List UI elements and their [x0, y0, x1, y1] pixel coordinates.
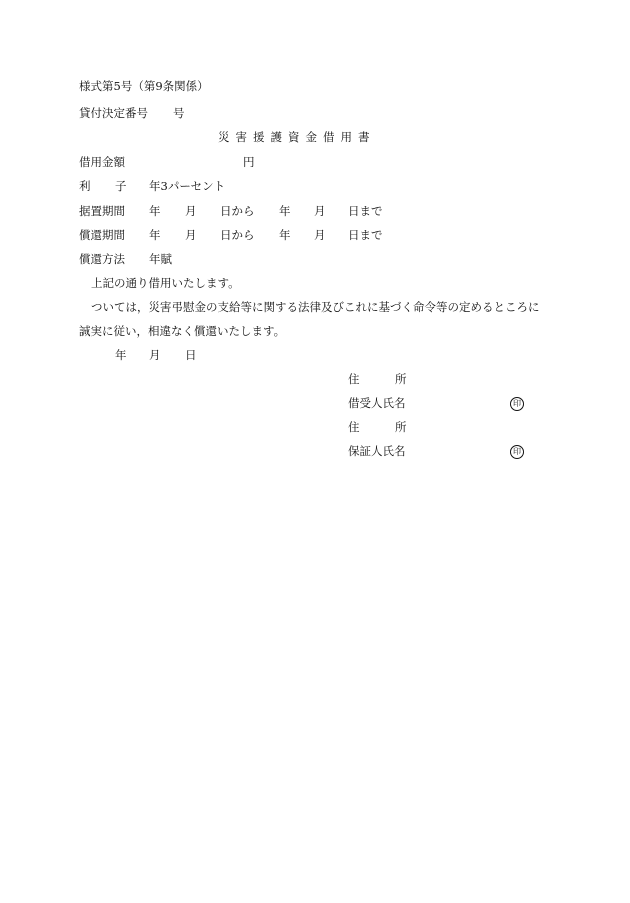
deferment-day-until: 日まで: [348, 204, 383, 218]
repayment-method-label: 償還方法: [79, 252, 125, 266]
statement-compliance-line-1: ついては，災害弔慰金の支給等に関する法律及びこれに基づく命令等の定めるところに: [91, 300, 540, 314]
borrower-seal-icon: [510, 397, 524, 411]
date-year: 年: [115, 348, 127, 362]
date-day: 日: [185, 348, 197, 362]
document-title: 災害援護資金借用書: [218, 130, 376, 144]
statement-compliance-line-2: 誠実に従い，相違なく償還いたします。: [79, 324, 286, 338]
deferment-year: 年: [149, 204, 161, 218]
repayment-period-label: 償還期間: [79, 228, 125, 242]
repayment-period-day-until: 日まで: [348, 228, 383, 242]
repayment-period-year: 年: [149, 228, 161, 242]
repayment-period-month-2: 月: [314, 228, 326, 242]
deferment-year-2: 年: [279, 204, 291, 218]
guarantor-address-label-1: 住: [348, 420, 360, 434]
borrower-address-label-1: 住: [348, 372, 360, 386]
guarantor-address-label-2: 所: [395, 420, 407, 434]
repayment-period-year-2: 年: [279, 228, 291, 242]
amount-label: 借用金額: [79, 155, 125, 169]
borrower-address-label-2: 所: [395, 372, 407, 386]
guarantor-seal-icon: [510, 445, 524, 459]
form-number: 様式第5号（第9条関係）: [79, 79, 209, 93]
interest-label-2: 子: [115, 179, 127, 193]
deferment-label: 据置期間: [79, 204, 125, 218]
loan-decision-number-label: 貸付決定番号: [79, 106, 148, 120]
borrower-seal-mark: 印: [510, 397, 524, 411]
repayment-period-day-from: 日から: [220, 228, 255, 242]
interest-label-1: 利: [79, 179, 91, 193]
borrower-name-label: 借受人氏名: [348, 396, 406, 410]
date-month: 月: [149, 348, 161, 362]
deferment-day-from: 日から: [220, 204, 255, 218]
guarantor-name-label: 保証人氏名: [348, 444, 406, 458]
deferment-month: 月: [185, 204, 197, 218]
amount-unit: 円: [243, 155, 255, 169]
deferment-month-2: 月: [314, 204, 326, 218]
statement-borrowing: 上記の通り借用いたします。: [91, 276, 240, 290]
repayment-period-month: 月: [185, 228, 197, 242]
interest-rate: 年3パーセント: [149, 179, 226, 193]
loan-decision-number-suffix: 号: [173, 106, 185, 120]
guarantor-seal-mark: 印: [510, 445, 524, 459]
repayment-method-value: 年賦: [149, 252, 172, 266]
